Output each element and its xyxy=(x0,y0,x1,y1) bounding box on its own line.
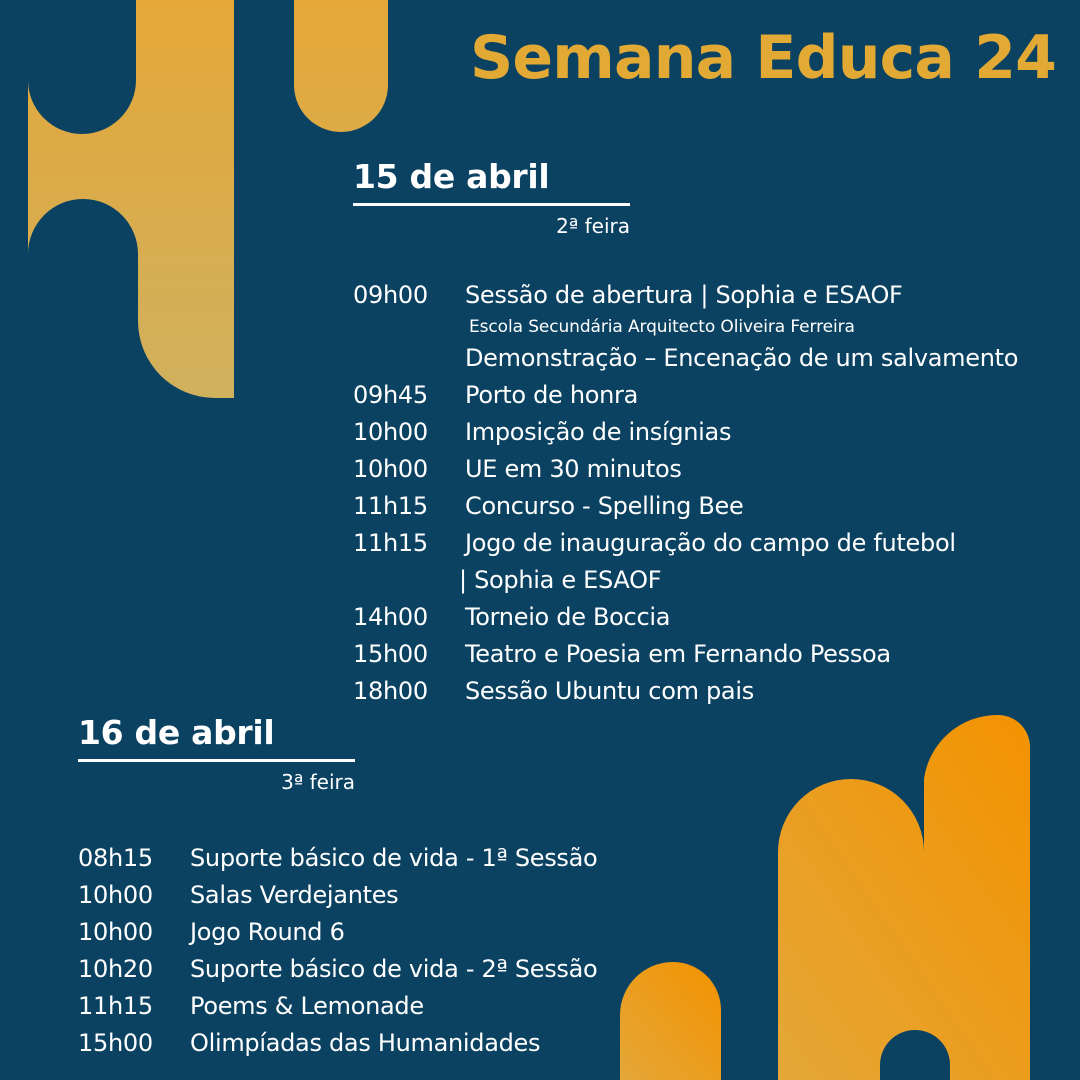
top-left-arch-shape xyxy=(0,0,400,400)
event-title: Sessão de abertura | Sophia e ESAOF xyxy=(465,281,903,309)
event-title: Poems & Lemonade xyxy=(190,992,424,1020)
event-time: 09h45 xyxy=(353,381,428,409)
day-weekday: 3ª feira xyxy=(281,770,355,794)
schedule-item xyxy=(78,951,597,988)
event-time: 18h00 xyxy=(353,677,428,705)
schedule-item xyxy=(78,914,597,951)
schedule-item xyxy=(353,636,1018,673)
poster-title: Semana Educa 24 xyxy=(470,23,1057,93)
event-title: UE em 30 minutos xyxy=(465,455,682,483)
event-time: 09h00 xyxy=(353,281,428,309)
event-title: Teatro e Poesia em Fernando Pessoa xyxy=(465,640,891,668)
event-title: Imposição de insígnias xyxy=(465,418,732,446)
event-time: 08h15 xyxy=(78,844,153,872)
schedule-item-continuation xyxy=(353,340,1018,377)
schedule-item xyxy=(78,988,597,1025)
day-header xyxy=(78,709,355,796)
event-title: Salas Verdejantes xyxy=(190,881,399,909)
event-time: 14h00 xyxy=(353,603,428,631)
bottom-right-arch-shape xyxy=(610,710,1030,1080)
schedule-item xyxy=(78,840,597,877)
schedule-item xyxy=(353,488,1018,525)
schedule-item-continuation xyxy=(353,562,1018,599)
schedule-list xyxy=(78,840,597,1062)
schedule-item xyxy=(78,1025,597,1062)
event-time: 11h15 xyxy=(78,992,153,1020)
event-time: 15h00 xyxy=(78,1029,153,1057)
event-note: Escola Secundária Arquitecto Oliveira Ferreira xyxy=(469,317,855,337)
event-title: | Sophia e ESAOF xyxy=(459,566,662,594)
schedule-item xyxy=(353,525,1018,562)
day-date: 15 de abril xyxy=(353,157,550,196)
schedule-item xyxy=(353,673,1018,710)
schedule-item xyxy=(78,877,597,914)
event-time: 15h00 xyxy=(353,640,428,668)
event-time: 10h00 xyxy=(353,418,428,446)
day-section-15-abril xyxy=(353,153,1018,710)
schedule-item xyxy=(353,377,1018,414)
event-title: Porto de honra xyxy=(465,381,638,409)
schedule-item-note xyxy=(353,314,1018,340)
day-header xyxy=(353,153,630,240)
schedule-item xyxy=(353,599,1018,636)
event-title: Suporte básico de vida - 1ª Sessão xyxy=(190,844,598,872)
event-time: 10h00 xyxy=(78,881,153,909)
event-title: Concurso - Spelling Bee xyxy=(465,492,744,520)
event-title: Suporte básico de vida - 2ª Sessão xyxy=(190,955,598,983)
event-title: Olimpíadas das Humanidades xyxy=(190,1029,541,1057)
date-underline xyxy=(353,203,630,206)
day-weekday: 2ª feira xyxy=(556,214,630,238)
event-title: Sessão Ubuntu com pais xyxy=(465,677,754,705)
event-time: 11h15 xyxy=(353,492,428,520)
schedule-list xyxy=(353,277,1018,710)
schedule-item xyxy=(353,414,1018,451)
event-time: 10h20 xyxy=(78,955,153,983)
day-date: 16 de abril xyxy=(78,713,275,752)
event-title: Jogo Round 6 xyxy=(190,918,345,946)
schedule-item xyxy=(353,277,1018,314)
schedule-item xyxy=(353,451,1018,488)
event-time: 10h00 xyxy=(353,455,428,483)
event-time: 11h15 xyxy=(353,529,428,557)
event-title: Demonstração – Encenação de um salvamento xyxy=(465,344,1019,372)
event-time: 10h00 xyxy=(78,918,153,946)
event-title: Jogo de inauguração do campo de futebol xyxy=(465,529,956,557)
date-underline xyxy=(78,759,355,762)
day-section-16-abril xyxy=(78,709,597,1062)
event-title: Torneio de Boccia xyxy=(465,603,671,631)
